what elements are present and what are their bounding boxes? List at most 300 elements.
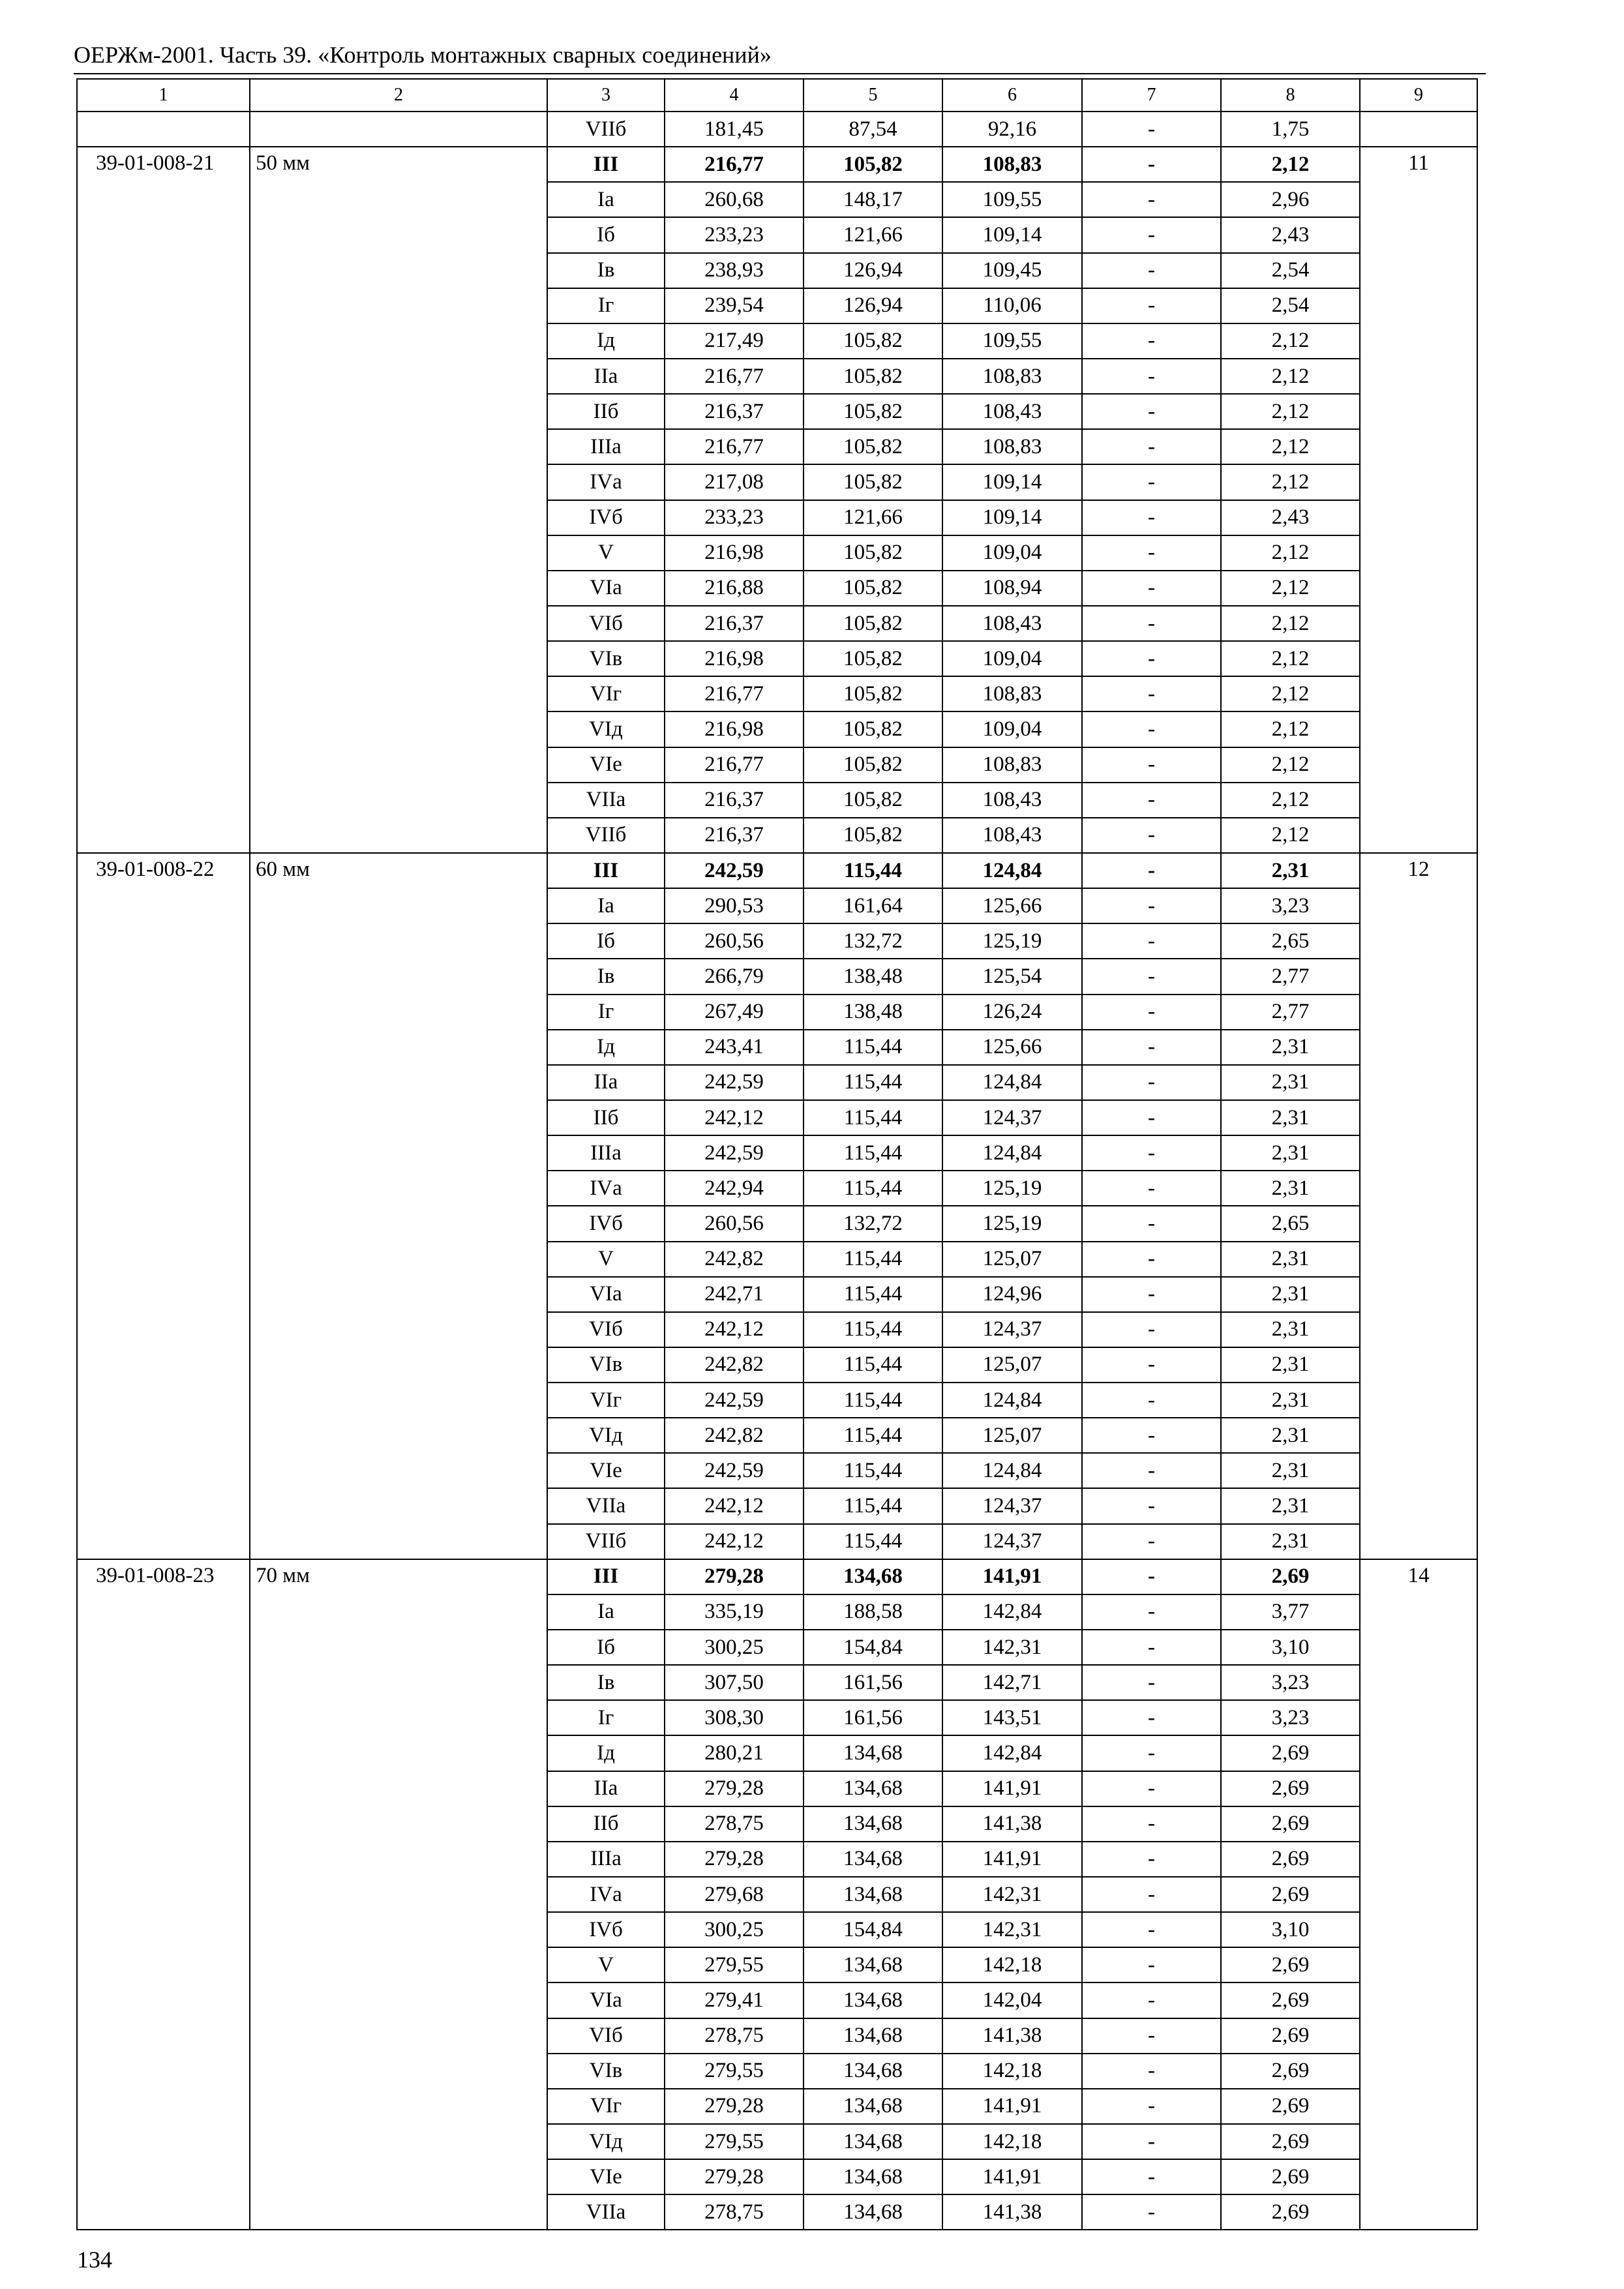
cell-value: 242,82 — [665, 1347, 804, 1383]
cell-category: IVб — [547, 1912, 665, 1947]
cell-value: 108,43 — [942, 394, 1082, 429]
cell-value: 142,71 — [942, 1665, 1082, 1700]
cell-value: - — [1082, 2018, 1221, 2054]
cell-value: 105,82 — [804, 359, 942, 394]
cell-value: - — [1082, 394, 1221, 429]
cell-value: 2,65 — [1221, 1206, 1360, 1241]
cell-value: 109,14 — [942, 464, 1082, 500]
cell-value: 279,55 — [665, 1947, 804, 1982]
cell-value: 115,44 — [804, 1383, 942, 1418]
cell-value: - — [1082, 1488, 1221, 1523]
cell-value: 2,12 — [1221, 571, 1360, 606]
cell-value: 115,44 — [804, 1524, 942, 1559]
cell-value: 105,82 — [804, 147, 942, 182]
cell-value: 2,43 — [1221, 500, 1360, 535]
cell-value: 115,44 — [804, 1030, 942, 1065]
cell-value: 2,12 — [1221, 359, 1360, 394]
cell-category: IVб — [547, 500, 665, 535]
cell-value: 2,12 — [1221, 676, 1360, 711]
cell-code: 39-01-008-22 — [77, 853, 250, 1559]
cell-value: 134,68 — [804, 1559, 942, 1594]
running-header: ОЕРЖм-2001. Часть 39. «Контроль монтажных сварных соединений» — [74, 42, 772, 68]
cell-value: 124,96 — [942, 1277, 1082, 1312]
cell-value: 279,28 — [665, 2159, 804, 2194]
cell-value: 108,83 — [942, 676, 1082, 711]
cell-value: 108,94 — [942, 571, 1082, 606]
cell-value: 161,64 — [804, 888, 942, 923]
cell-value: 278,75 — [665, 2018, 804, 2054]
cell-value: 105,82 — [804, 394, 942, 429]
cell-value: 105,82 — [804, 464, 942, 500]
cell-value: 2,69 — [1221, 2159, 1360, 2194]
cell-value: - — [1082, 1100, 1221, 1135]
table-body — [77, 79, 1477, 2230]
cell-category: VIб — [547, 1312, 665, 1347]
cell-value: - — [1082, 1524, 1221, 1559]
cell-value: 124,84 — [942, 1065, 1082, 1100]
cell-value: 2,65 — [1221, 923, 1360, 959]
cell-value: 2,69 — [1221, 1559, 1360, 1594]
cell-category: VIг — [547, 1383, 665, 1418]
cell-category: VIг — [547, 2089, 665, 2124]
cell-value: 2,69 — [1221, 2054, 1360, 2089]
cell-value: 161,56 — [804, 1665, 942, 1700]
cell-value: - — [1082, 1171, 1221, 1206]
cell-value: 154,84 — [804, 1630, 942, 1665]
cell-value: 2,31 — [1221, 1488, 1360, 1523]
cell-value: 115,44 — [804, 1488, 942, 1523]
cell-value: 2,12 — [1221, 147, 1360, 182]
cell-value: 2,69 — [1221, 1806, 1360, 1842]
cell-value: 134,68 — [804, 2159, 942, 2194]
cell-value: 279,41 — [665, 1982, 804, 2018]
cell-value: - — [1082, 1665, 1221, 1700]
cell-category: V — [547, 1242, 665, 1277]
cell-value: 267,49 — [665, 995, 804, 1030]
cell-value: 134,68 — [804, 1877, 942, 1912]
cell-value: 188,58 — [804, 1594, 942, 1630]
cell-value: - — [1082, 2159, 1221, 2194]
cell-category: VIв — [547, 1347, 665, 1383]
cell-code — [77, 112, 250, 147]
cell-value: 109,55 — [942, 323, 1082, 359]
cell-value: 125,07 — [942, 1347, 1082, 1383]
cell-value: - — [1082, 1735, 1221, 1771]
cell-value: - — [1082, 2194, 1221, 2230]
cell-value: 335,19 — [665, 1594, 804, 1630]
cell-value: - — [1082, 571, 1221, 606]
cell-value: - — [1082, 429, 1221, 464]
cell-category: V — [547, 535, 665, 571]
cell-value: 108,83 — [942, 747, 1082, 783]
cell-value: - — [1082, 1594, 1221, 1630]
cell-value: - — [1082, 1065, 1221, 1100]
cell-value: 115,44 — [804, 1312, 942, 1347]
cell-category: VIб — [547, 2018, 665, 2054]
cell-value: 242,82 — [665, 1418, 804, 1453]
cell-code: 39-01-008-23 — [77, 1559, 250, 2230]
cell-value: 125,19 — [942, 1206, 1082, 1241]
cell-value: 233,23 — [665, 500, 804, 535]
cell-value: 142,84 — [942, 1594, 1082, 1630]
cell-value: 300,25 — [665, 1630, 804, 1665]
cell-value: 115,44 — [804, 1418, 942, 1453]
cell-category: Iб — [547, 217, 665, 252]
cell-value: 2,31 — [1221, 1383, 1360, 1418]
cell-value: 105,82 — [804, 429, 942, 464]
cell-value: 2,43 — [1221, 217, 1360, 252]
cell-category: Iб — [547, 1630, 665, 1665]
cell-value: - — [1082, 323, 1221, 359]
cell-value: 266,79 — [665, 959, 804, 994]
cell-value: 105,82 — [804, 571, 942, 606]
cell-value: 216,37 — [665, 783, 804, 818]
cell-category: VIIб — [547, 112, 665, 147]
cell-value: 2,31 — [1221, 1312, 1360, 1347]
cell-value: 110,06 — [942, 288, 1082, 323]
column-number: 1 — [77, 79, 250, 112]
cell-value: - — [1082, 995, 1221, 1030]
cell-value: 308,30 — [665, 1700, 804, 1735]
cell-value: 142,31 — [942, 1877, 1082, 1912]
cell-value: - — [1082, 1135, 1221, 1171]
cell-value: 243,41 — [665, 1030, 804, 1065]
cell-value: 279,28 — [665, 1559, 804, 1594]
cell-value: 216,77 — [665, 429, 804, 464]
cell-value: 115,44 — [804, 1135, 942, 1171]
cell-value: 142,18 — [942, 2054, 1082, 2089]
cell-category: Iа — [547, 1594, 665, 1630]
table-row — [77, 853, 1477, 888]
cell-value: - — [1082, 217, 1221, 252]
cell-value: - — [1082, 1700, 1221, 1735]
cell-value: 2,31 — [1221, 1347, 1360, 1383]
cell-category: Iв — [547, 253, 665, 288]
cell-value: 125,66 — [942, 1030, 1082, 1065]
cell-value: 92,16 — [942, 112, 1082, 147]
cell-category: Iа — [547, 182, 665, 217]
cell-value: 2,12 — [1221, 429, 1360, 464]
cell-value: - — [1082, 1842, 1221, 1877]
cell-value: 105,82 — [804, 711, 942, 747]
cell-value: 278,75 — [665, 2194, 804, 2230]
cell-value: 2,69 — [1221, 1842, 1360, 1877]
cell-index — [1360, 112, 1477, 147]
cell-value: 238,93 — [665, 253, 804, 288]
cell-value: 138,48 — [804, 959, 942, 994]
cell-value: 216,98 — [665, 711, 804, 747]
cell-category: VIг — [547, 676, 665, 711]
cell-category: VIIб — [547, 1524, 665, 1559]
cell-value: 115,44 — [804, 1347, 942, 1383]
cell-value: 280,21 — [665, 1735, 804, 1771]
cell-value: 115,44 — [804, 853, 942, 888]
cell-category: IIб — [547, 394, 665, 429]
cell-value: 2,69 — [1221, 1877, 1360, 1912]
cell-thickness: 60 мм — [250, 853, 547, 1559]
cell-value: 2,31 — [1221, 1135, 1360, 1171]
cell-index: 11 — [1360, 147, 1477, 853]
cell-value: 148,17 — [804, 182, 942, 217]
cell-category: Iв — [547, 1665, 665, 1700]
cell-value: 300,25 — [665, 1912, 804, 1947]
cell-value: 2,96 — [1221, 182, 1360, 217]
table-row — [77, 1559, 1477, 1594]
cell-value: 154,84 — [804, 1912, 942, 1947]
cell-value: 115,44 — [804, 1453, 942, 1488]
cell-value: 181,45 — [665, 112, 804, 147]
cell-category: IIа — [547, 359, 665, 394]
cell-value: 2,31 — [1221, 1242, 1360, 1277]
cell-value: 134,68 — [804, 1735, 942, 1771]
cell-value: 2,12 — [1221, 606, 1360, 641]
cell-category: III — [547, 1559, 665, 1594]
cell-value: 141,38 — [942, 2018, 1082, 2054]
cell-value: 134,68 — [804, 2089, 942, 2124]
cell-value: 216,88 — [665, 571, 804, 606]
cell-value: - — [1082, 1982, 1221, 2018]
cell-value: - — [1082, 2089, 1221, 2124]
cell-value: 134,68 — [804, 2124, 942, 2159]
cell-value: 125,07 — [942, 1242, 1082, 1277]
cell-value: 134,68 — [804, 1842, 942, 1877]
cell-value: 109,45 — [942, 253, 1082, 288]
cell-category: VIе — [547, 2159, 665, 2194]
cell-value: - — [1082, 464, 1221, 500]
cell-value: 242,12 — [665, 1524, 804, 1559]
cell-value: 2,31 — [1221, 1171, 1360, 1206]
cell-value: 115,44 — [804, 1242, 942, 1277]
cell-value: 141,91 — [942, 2089, 1082, 2124]
cell-value: 1,75 — [1221, 112, 1360, 147]
cell-category: VIб — [547, 606, 665, 641]
cell-value: 216,37 — [665, 606, 804, 641]
cell-category: IIIа — [547, 429, 665, 464]
cell-value: 134,68 — [804, 2194, 942, 2230]
cell-value: 242,71 — [665, 1277, 804, 1312]
cell-category: VIд — [547, 1418, 665, 1453]
cell-value: 108,83 — [942, 429, 1082, 464]
cell-category: IIа — [547, 1771, 665, 1806]
cell-value: - — [1082, 783, 1221, 818]
cell-value: 108,83 — [942, 359, 1082, 394]
cell-category: VIа — [547, 1982, 665, 2018]
cell-value: 109,14 — [942, 217, 1082, 252]
cell-value: 242,94 — [665, 1171, 804, 1206]
cell-value: 217,49 — [665, 323, 804, 359]
cell-value: - — [1082, 1453, 1221, 1488]
cell-value: 242,59 — [665, 1453, 804, 1488]
cell-value: 134,68 — [804, 1982, 942, 2018]
cell-value: - — [1082, 1030, 1221, 1065]
cell-value: 2,69 — [1221, 2194, 1360, 2230]
cell-value: 134,68 — [804, 1806, 942, 1842]
cell-value: 2,69 — [1221, 1947, 1360, 1982]
cell-value: 115,44 — [804, 1171, 942, 1206]
cell-value: - — [1082, 359, 1221, 394]
cell-value: 115,44 — [804, 1100, 942, 1135]
cell-value: 279,68 — [665, 1877, 804, 1912]
cell-value: - — [1082, 1242, 1221, 1277]
cell-value: 2,69 — [1221, 2089, 1360, 2124]
cell-value: - — [1082, 2054, 1221, 2089]
cell-value: 3,23 — [1221, 1665, 1360, 1700]
cell-value: 2,31 — [1221, 1100, 1360, 1135]
cell-category: Iд — [547, 1735, 665, 1771]
cell-value: - — [1082, 818, 1221, 853]
cell-value: 2,31 — [1221, 1524, 1360, 1559]
cell-value: 105,82 — [804, 323, 942, 359]
cell-value: 125,66 — [942, 888, 1082, 923]
cell-value: - — [1082, 500, 1221, 535]
cell-value: 124,84 — [942, 1453, 1082, 1488]
cell-category: IIIа — [547, 1135, 665, 1171]
cell-value: 142,04 — [942, 1982, 1082, 2018]
cell-value: 105,82 — [804, 676, 942, 711]
column-number: 2 — [250, 79, 547, 112]
cell-value: 124,37 — [942, 1524, 1082, 1559]
cell-value: - — [1082, 1206, 1221, 1241]
column-number: 6 — [942, 79, 1082, 112]
cell-value: - — [1082, 1312, 1221, 1347]
cell-category: Iб — [547, 923, 665, 959]
cell-value: 2,12 — [1221, 747, 1360, 783]
table-row — [77, 147, 1477, 182]
cell-value: - — [1082, 959, 1221, 994]
cell-value: 124,84 — [942, 1135, 1082, 1171]
cell-value: 242,12 — [665, 1100, 804, 1135]
cell-thickness: 70 мм — [250, 1559, 547, 2230]
cell-value: 2,77 — [1221, 995, 1360, 1030]
cell-value: 279,28 — [665, 1771, 804, 1806]
cell-value: - — [1082, 182, 1221, 217]
cell-code: 39-01-008-21 — [77, 147, 250, 853]
cell-value: 125,19 — [942, 1171, 1082, 1206]
cell-value: 242,59 — [665, 1383, 804, 1418]
cell-value: - — [1082, 1418, 1221, 1453]
cell-value: 141,38 — [942, 1806, 1082, 1842]
cell-value: 142,31 — [942, 1630, 1082, 1665]
cell-value: 108,43 — [942, 783, 1082, 818]
cell-value: 242,82 — [665, 1242, 804, 1277]
cell-value: 279,28 — [665, 1842, 804, 1877]
cell-value: 105,82 — [804, 606, 942, 641]
cell-value: 126,94 — [804, 288, 942, 323]
cell-value: 2,12 — [1221, 818, 1360, 853]
cell-category: VIд — [547, 711, 665, 747]
cell-value: 217,08 — [665, 464, 804, 500]
cell-value: 2,77 — [1221, 959, 1360, 994]
cell-value: - — [1082, 1383, 1221, 1418]
cell-value: 279,28 — [665, 2089, 804, 2124]
cell-value: 134,68 — [804, 2018, 942, 2054]
cell-value: 216,77 — [665, 147, 804, 182]
cell-value: - — [1082, 711, 1221, 747]
cell-category: VIе — [547, 747, 665, 783]
cell-value: 109,14 — [942, 500, 1082, 535]
cell-value: - — [1082, 288, 1221, 323]
cell-value: - — [1082, 1630, 1221, 1665]
column-number: 7 — [1082, 79, 1221, 112]
cell-value: - — [1082, 1559, 1221, 1594]
cell-value: 216,98 — [665, 641, 804, 676]
cell-value: 109,55 — [942, 182, 1082, 217]
cell-value: 3,10 — [1221, 1630, 1360, 1665]
cell-value: 3,77 — [1221, 1594, 1360, 1630]
cell-value: 2,31 — [1221, 1030, 1360, 1065]
cell-value: 2,12 — [1221, 464, 1360, 500]
cell-value: - — [1082, 147, 1221, 182]
cell-value: 125,54 — [942, 959, 1082, 994]
cell-category: Iг — [547, 288, 665, 323]
cell-value: 126,24 — [942, 995, 1082, 1030]
cell-category: IVа — [547, 464, 665, 500]
cell-value: - — [1082, 641, 1221, 676]
cell-value: 242,12 — [665, 1488, 804, 1523]
cell-value: 260,56 — [665, 1206, 804, 1241]
cell-category: VIв — [547, 2054, 665, 2089]
cell-value: 121,66 — [804, 217, 942, 252]
cell-value: 125,19 — [942, 923, 1082, 959]
cell-value: 2,69 — [1221, 1982, 1360, 2018]
cell-value: 142,18 — [942, 2124, 1082, 2159]
cell-value: 3,23 — [1221, 888, 1360, 923]
cell-value: 141,91 — [942, 1559, 1082, 1594]
cell-value: 2,54 — [1221, 288, 1360, 323]
cell-value: 260,68 — [665, 182, 804, 217]
cell-value: 124,84 — [942, 853, 1082, 888]
cell-value: 132,72 — [804, 1206, 942, 1241]
cell-category: IIб — [547, 1100, 665, 1135]
cell-value: 121,66 — [804, 500, 942, 535]
cell-value: 2,31 — [1221, 1277, 1360, 1312]
rates-table — [76, 78, 1478, 2230]
cell-value: 141,38 — [942, 2194, 1082, 2230]
cell-value: 105,82 — [804, 535, 942, 571]
cell-category: VIа — [547, 1277, 665, 1312]
cell-value: - — [1082, 888, 1221, 923]
cell-value: 108,83 — [942, 147, 1082, 182]
cell-value: 2,12 — [1221, 641, 1360, 676]
cell-value: - — [1082, 1347, 1221, 1383]
cell-value: - — [1082, 606, 1221, 641]
cell-category: IIб — [547, 1806, 665, 1842]
cell-value: 279,55 — [665, 2054, 804, 2089]
column-number: 8 — [1221, 79, 1360, 112]
cell-value: 141,91 — [942, 1771, 1082, 1806]
cell-value: 233,23 — [665, 217, 804, 252]
cell-value: 141,91 — [942, 2159, 1082, 2194]
cell-value: 132,72 — [804, 923, 942, 959]
cell-category: VIа — [547, 571, 665, 606]
cell-value: 105,82 — [804, 783, 942, 818]
cell-value: 216,98 — [665, 535, 804, 571]
cell-value: 142,18 — [942, 1947, 1082, 1982]
cell-value: 161,56 — [804, 1700, 942, 1735]
cell-value: - — [1082, 923, 1221, 959]
cell-value: 105,82 — [804, 818, 942, 853]
cell-category: IIIа — [547, 1842, 665, 1877]
cell-value: 124,37 — [942, 1100, 1082, 1135]
cell-value: 109,04 — [942, 535, 1082, 571]
cell-value: 2,69 — [1221, 1735, 1360, 1771]
cell-value: 124,84 — [942, 1383, 1082, 1418]
cell-value: - — [1082, 253, 1221, 288]
cell-category: V — [547, 1947, 665, 1982]
column-number: 3 — [547, 79, 665, 112]
cell-value: 242,59 — [665, 1065, 804, 1100]
cell-value: - — [1082, 676, 1221, 711]
